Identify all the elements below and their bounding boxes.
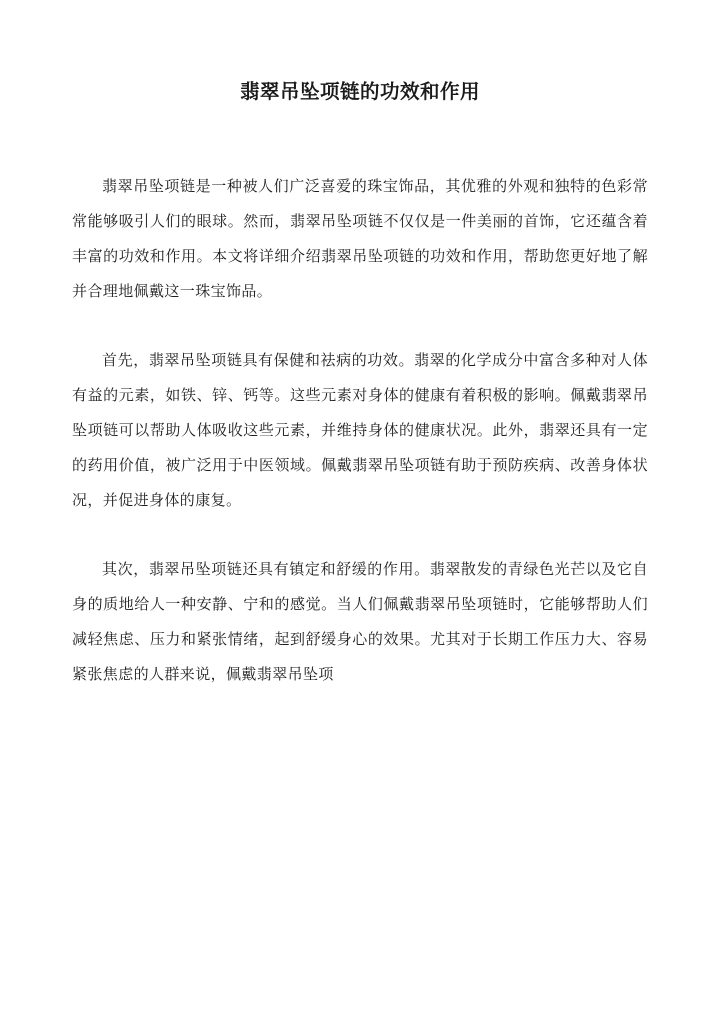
paragraph: 首先，翡翠吊坠项链具有保健和祛病的功效。翡翠的化学成分中富含多种对人体有益的元素，如铁、锌、钙等。这些元素对身体的健康有着积极的影响。佩戴翡翠吊坠项链可以帮助人体吸收这些元素，并维持身体的健康状况。此外，翡翠还具有一定的药用价值，被广泛用于中医领域。佩戴翡翠吊坠项链有助于预防疾病、改善身体状况，并促进身体的康复。 — [72, 351, 648, 509]
paragraph: 其次，翡翠吊坠项链还具有镇定和舒缓的作用。翡翠散发的青绿色光芒以及它自身的质地给人一种安静、宁和的感觉。当人们佩戴翡翠吊坠项链时，它能够帮助人们减轻焦虑、压力和紧张情绪，起到舒缓身心的效果。尤其对于长期工作压力大、容易紧张焦虑的人群来说，佩戴翡翠吊坠项 — [72, 559, 648, 683]
document-body — [72, 169, 648, 691]
paragraph: 翡翠吊坠项链是一种被人们广泛喜爱的珠宝饰品，其优雅的外观和独特的色彩常常能够吸引人们的眼球。然而，翡翠吊坠项链不仅仅是一件美丽的首饰，它还蕴含着丰富的功效和作用。本文将详细介绍翡翠吊坠项链的功效和作用，帮助您更好地了解并合理地佩戴这一珠宝饰品。 — [72, 177, 648, 301]
page-title: 翡翠吊坠项链的功效和作用 — [239, 80, 480, 103]
